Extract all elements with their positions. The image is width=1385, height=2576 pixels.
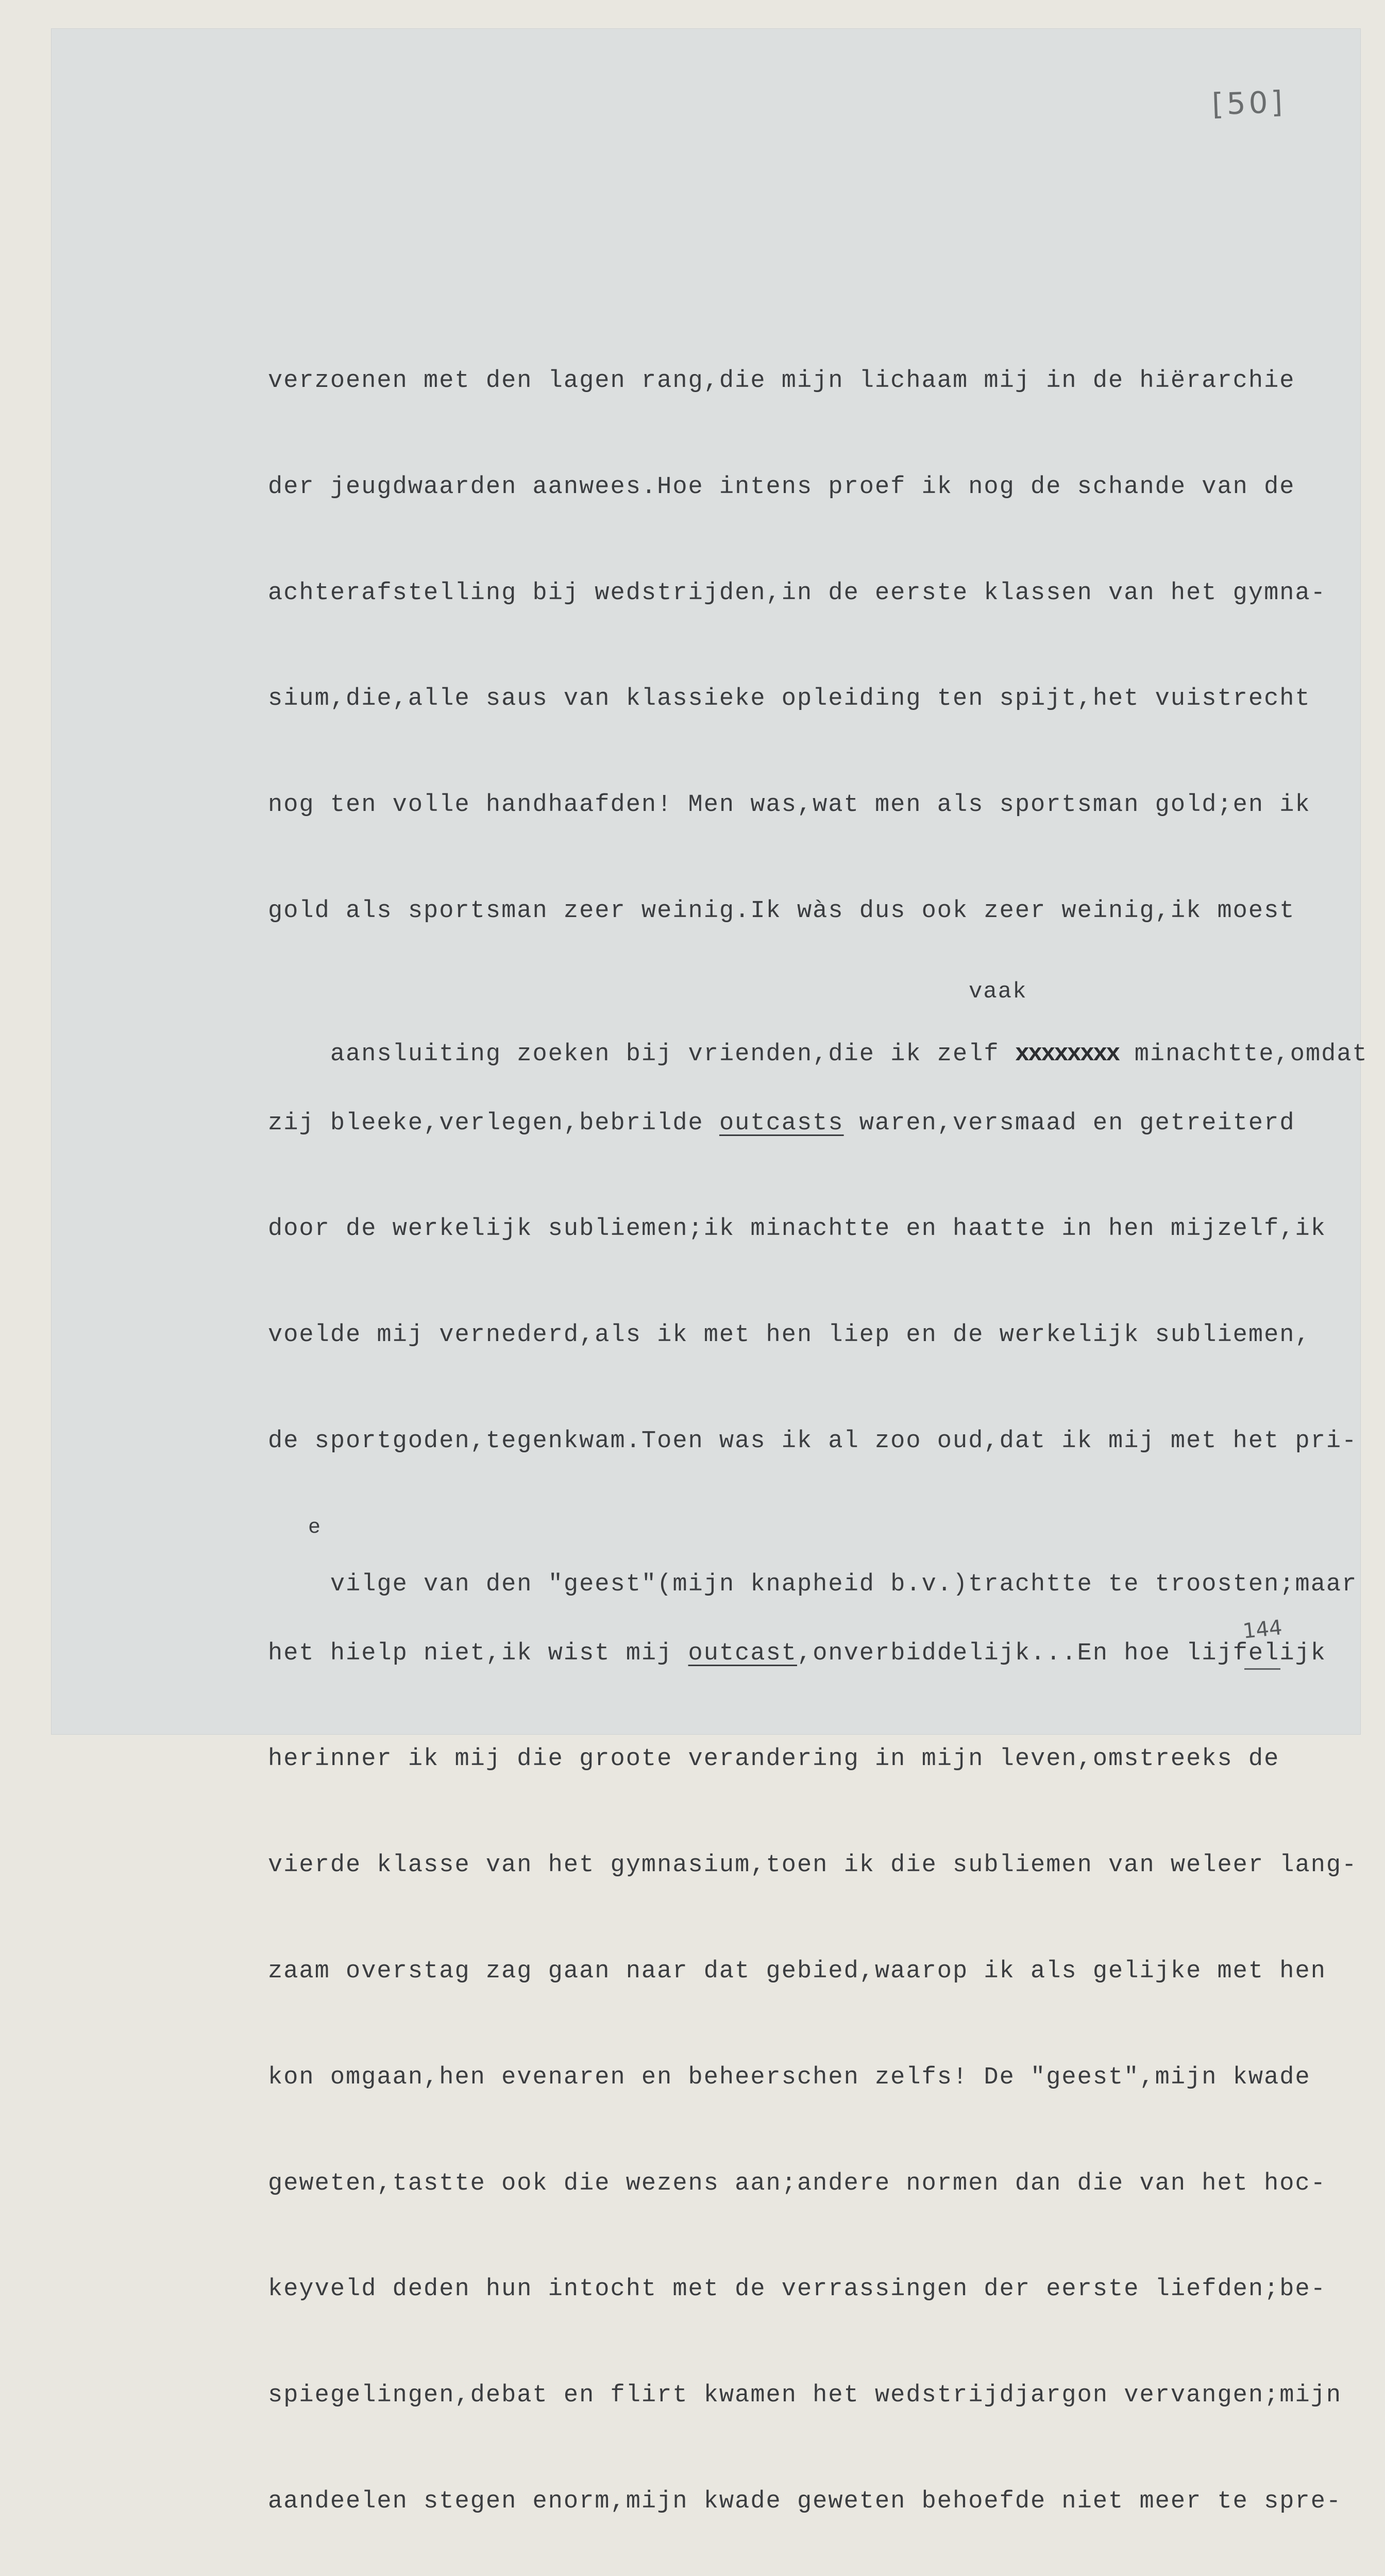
- text-line: geweten,tastte ook die wezens aan;andere normen dan die van het hoc-: [268, 2170, 1326, 2197]
- archive-mark-dash: [1244, 1668, 1280, 1670]
- text-line: verzoenen met den lagen rang,die mijn lichaam mij in de hiërarchie: [268, 367, 1295, 395]
- text-line: de sportgoden,tegenkwam.Toen was ik al zoo oud,dat ik mij met het pri-: [268, 1427, 1358, 1455]
- text-line: keyveld deden hun intocht met de verrassingen der eerste liefden;be-: [268, 2276, 1326, 2303]
- text-line: sium,die,alle saus van klassieke opleiding ten spijt,het vuistrecht: [268, 685, 1311, 713]
- archive-folio-mark: 144: [1241, 1616, 1283, 1643]
- text-line: kon omgaan,hen evenaren en beheerschen zelfs! De "geest",mijn kwade: [268, 2063, 1311, 2091]
- text-line: door de werkelijk subliemen;ik minachtte en haatte in hen mijzelf,ik: [268, 1215, 1326, 1243]
- text-segment: waren,versmaad en getreiterd: [843, 1109, 1295, 1137]
- page-number: [50]: [1211, 84, 1287, 122]
- typescript-body: [268, 308, 1368, 2576]
- text-line-with-correction: [268, 1516, 1360, 1598]
- text-line: vierde klasse van het gymnasium,toen ik die subliemen van weleer lang-: [268, 1852, 1358, 1879]
- handwritten-insertion: vaak: [969, 978, 1027, 1005]
- text-line: gold als sportsman zeer weinig.Ik wàs dus ook zeer weinig,ik moest: [268, 897, 1295, 925]
- underlined-word: outcast: [688, 1639, 797, 1667]
- text-line: achterafstelling bij wedstrijden,in de eerste klassen van het gymna-: [268, 579, 1326, 607]
- text-segment: het hielp niet,ik wist mij: [268, 1639, 673, 1667]
- text-line: [268, 1635, 1360, 1687]
- text-segment: vilge van den "geest"(mijn knapheid b.v.)trachtte te troosten;maar: [330, 1570, 1358, 1598]
- text-line: der jeugdwaarden aanwees.Hoe intens proef ik nog de schande van de: [268, 473, 1295, 501]
- text-line: spiegelingen,debat en flirt kwamen het wedstrijdjargon vervangen;mijn: [268, 2382, 1342, 2410]
- text-segment: aansluiting zoeken bij vrienden,die ik zelf: [330, 1040, 1015, 1068]
- underlined-word: outcasts: [719, 1109, 844, 1137]
- text-line: [268, 1105, 1360, 1157]
- text-line-with-correction: [268, 978, 1368, 1068]
- text-line: herinner ik mij die groote verandering in mijn leven,omstreeks de: [268, 1745, 1280, 1773]
- text-segment: minachtte,omdat: [1119, 1040, 1368, 1068]
- text-segment: ,onverbiddelijk...En hoe lijfelijk: [797, 1639, 1326, 1667]
- text-line: nog ten volle handhaafden! Men was,wat men als sportsman gold;en ik: [268, 791, 1311, 819]
- text-line: voelde mij vernederd,als ik met hen liep en de werkelijk subliemen,: [268, 1321, 1311, 1349]
- text-line: aandeelen stegen enorm,mijn kwade geweten behoefde niet meer te spre-: [268, 2487, 1342, 2515]
- text-line: zaam overstag zag gaan naar dat gebied,waarop ik als gelijke met hen: [268, 1957, 1326, 1985]
- handwritten-insertion: e: [308, 1516, 322, 1539]
- struck-out-text: xxxxxxxx: [1015, 1040, 1119, 1068]
- text-segment: zij bleeke,verlegen,bebrilde: [268, 1109, 704, 1137]
